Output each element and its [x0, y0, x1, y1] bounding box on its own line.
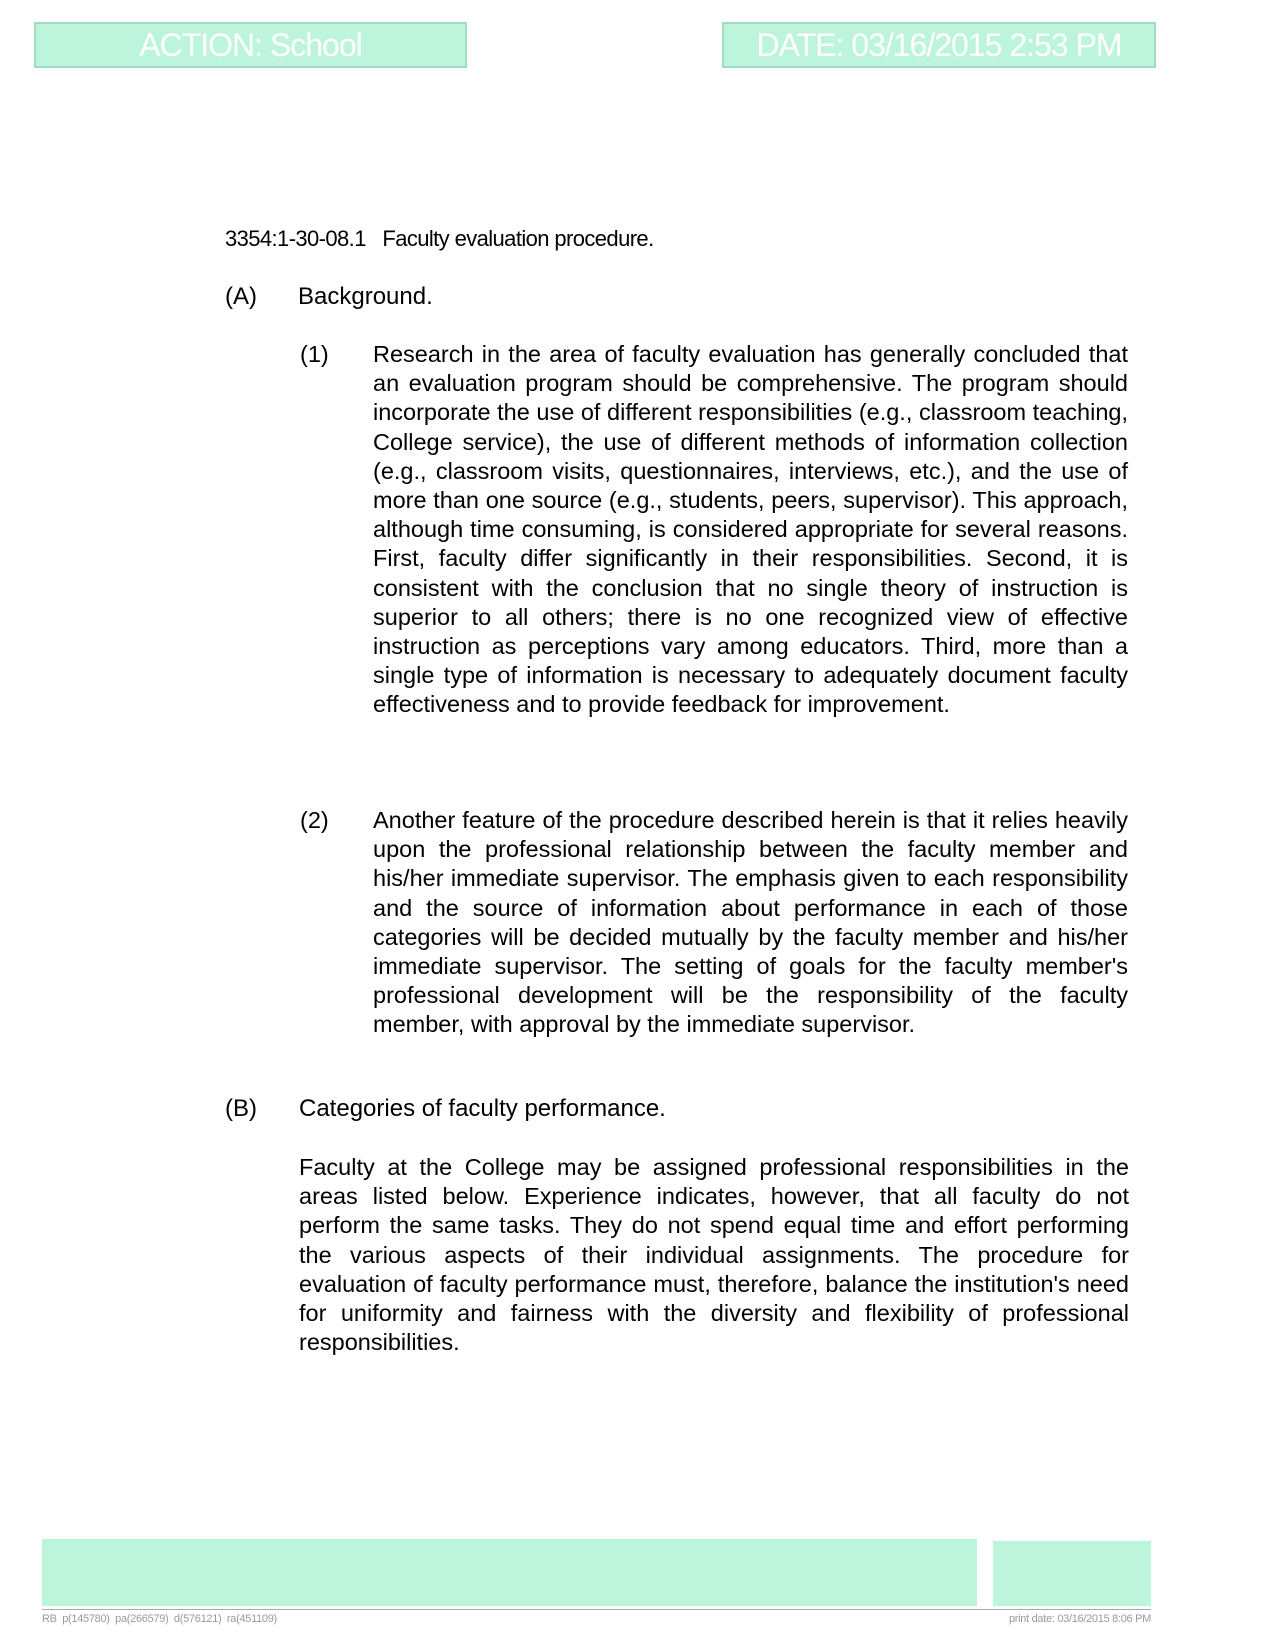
paragraph-a2-text: Another feature of the procedure described herein is that it relies heavily upon the professional relationship between the faculty member and his/her immediate supervisor. The emphasis given to each responsibility and the source of information about performance in each of those categories will be decided mutually by the faculty member and his/her immediate supervisor. The setting of goals for the faculty member's professional development will be the responsibility of the faculty member, with approval by the immediate supervisor. — [373, 807, 1128, 1038]
paragraph-a1 — [300, 340, 1128, 720]
section-b-paragraph: Faculty at the College may be assigned professional responsibilities in the areas listed below. Experience indicates, however, that all faculty do not perform the same tasks. They do not spend equal time and effort performing the various aspects of their individual assignments. The procedure for evaluation of faculty performance must, therefore, balance the institution's need for uniformity and fairness with the diversity and flexibility of professional responsibilities. — [299, 1154, 1129, 1356]
rule-title: 3354:1-30-08.1 Faculty evaluation procedure. — [225, 226, 654, 251]
action-header-box: ACTION: School — [34, 22, 467, 68]
section-b-title: Categories of faculty performance. — [299, 1095, 666, 1122]
section-a-label: (A) — [225, 283, 257, 310]
footer-box-right — [993, 1541, 1151, 1606]
footer-divider — [42, 1609, 1151, 1610]
paragraph-a2 — [300, 806, 1128, 1040]
footer-print-date: print date: 03/16/2015 8:06 PM — [1008, 1613, 1151, 1625]
section-a-heading — [225, 283, 1125, 313]
section-a-title: Background. — [298, 283, 433, 310]
date-header-box: DATE: 03/16/2015 2:53 PM — [722, 22, 1156, 68]
footer-record-ids: RB p(145780) pa(266579) d(576121) ra(451109) — [42, 1613, 277, 1625]
section-b-label: (B) — [225, 1095, 257, 1122]
section-b-heading — [225, 1095, 1125, 1125]
paragraph-a1-number: (1) — [300, 341, 329, 367]
paragraph-a2-number: (2) — [300, 807, 329, 833]
paragraph-a1-text: Research in the area of faculty evaluation has generally concluded that an evaluation program should be comprehensive. The program should incorporate the use of different responsibilities (e.g., classroom teaching, College service), the use of different methods of information collection (e.g., classroom visits, questionnaires, interviews, etc.), and the use of more than one source (e.g., students, peers, supervisor). This approach, although time consuming, is considered appropriate for several reasons. First, faculty differ significantly in their responsibilities. Second, it is consistent with the conclusion that no single theory of instruction is superior to all others; there is no one recognized view of effective instruction as perceptions vary among educators. Third, more than a single type of information is necessary to adequately document faculty effectiveness and to provide feedback for improvement. — [373, 341, 1128, 718]
footer-box-left — [42, 1539, 977, 1606]
